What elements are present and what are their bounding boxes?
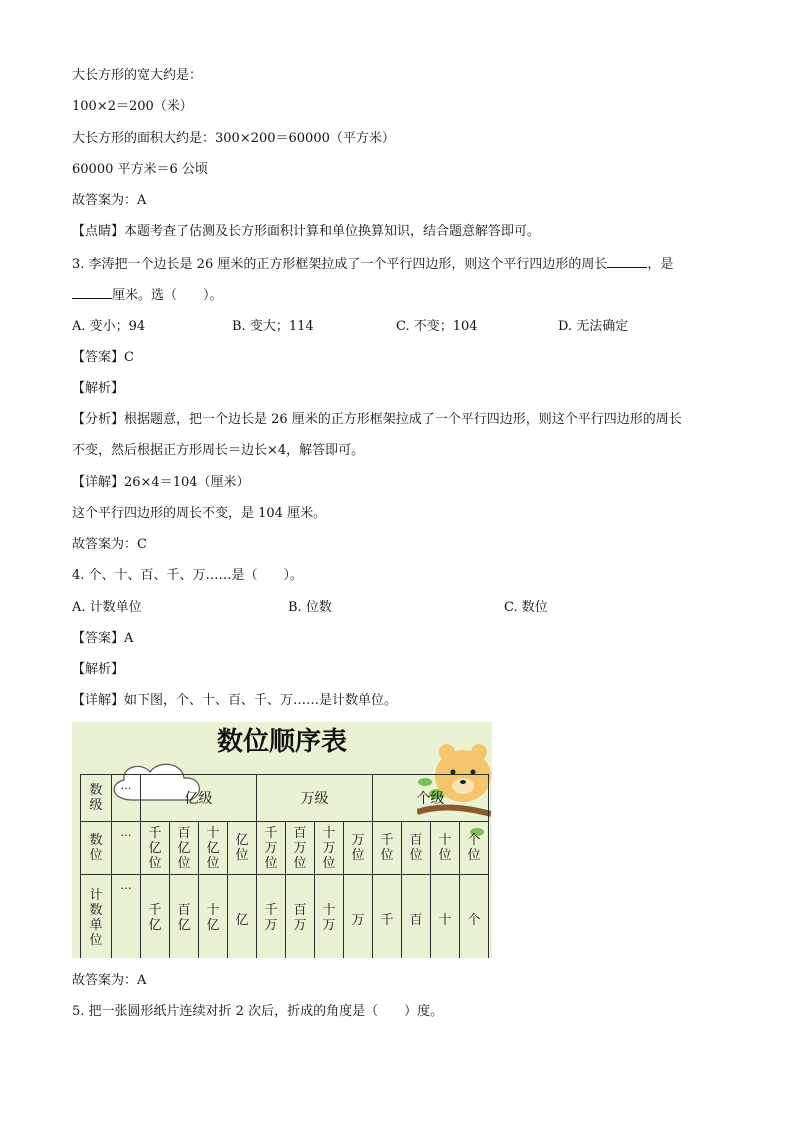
place-cell: 千亿位 — [141, 822, 170, 875]
point-note: 【点睛】本题考查了估测及长方形面积计算和单位换算知识，结合题意解答即可。 — [72, 224, 541, 239]
answer-label: 【答案】A — [72, 631, 134, 646]
unit-cell: 亿 — [228, 875, 257, 959]
answer-blank — [72, 286, 112, 299]
answer-label: 【答案】C — [72, 350, 134, 365]
answer-blank — [607, 255, 647, 268]
option-c: C. 不变；104 — [396, 319, 478, 334]
unit-cell: 十万 — [315, 875, 344, 959]
figure-title: 数位顺序表 — [216, 727, 347, 757]
place-value-figure — [72, 722, 492, 958]
place-cell: 十万位 — [315, 822, 344, 875]
option-c: C. 数位 — [504, 600, 548, 615]
group-wan: 万级 — [257, 775, 373, 822]
text-line: 故答案为：A — [72, 193, 147, 208]
unit-cell: 个 — [460, 875, 489, 959]
place-cell: 万位 — [344, 822, 373, 875]
question-4-stem: 4. 个、十、百、千、万……是（ ）。 — [72, 568, 304, 583]
text-line: 60000 平方米＝6 公顷 — [72, 162, 208, 177]
text-line: 大长方形的面积大约是：300×200＝60000（平方米） — [72, 131, 395, 146]
unit-cell: 十亿 — [199, 875, 228, 959]
place-cell: 亿位 — [228, 822, 257, 875]
option-d: D. 无法确定 — [558, 319, 629, 334]
ellipsis-cell: … — [112, 822, 141, 875]
analysis-text: 【分析】根据题意，把一个边长是 26 厘米的正方形框架拉成了一个平行四边形，则这个平行四边形的周长 — [72, 412, 682, 427]
row-header: 数级 — [81, 775, 112, 822]
text-line: 100×2＝200（米） — [72, 99, 193, 114]
group-yi: 亿级 — [141, 775, 257, 822]
row-header: 计数单位 — [81, 875, 112, 959]
analysis-label: 【解析】 — [72, 662, 125, 677]
unit-cell: 十 — [431, 875, 460, 959]
q3-stem-part-c: 厘米。选（ ）。 — [112, 288, 223, 303]
place-cell: 十位 — [431, 822, 460, 875]
unit-cell: 千 — [373, 875, 402, 959]
place-cell: 千位 — [373, 822, 402, 875]
option-b: B. 位数 — [288, 600, 332, 615]
place-value-table — [80, 774, 489, 958]
question-5-stem: 5. 把一张圆形纸片连续对折 2 次后，折成的角度是（ ）度。 — [72, 1004, 444, 1019]
option-a: A. 计数单位 — [72, 600, 142, 615]
unit-cell: 百亿 — [170, 875, 199, 959]
text-line: 大长方形的宽大约是： — [72, 68, 203, 83]
row-header: 数位 — [81, 822, 112, 875]
conclusion-text: 故答案为：A — [72, 973, 147, 988]
question-3-stem-cont — [72, 286, 223, 305]
conclusion-text: 故答案为：C — [72, 537, 147, 552]
q3-stem-part-a: 3. 李涛把一个边长是 26 厘米的正方形框架拉成了一个平行四边形，则这个平行四边形的周长 — [72, 257, 608, 272]
place-value-table-wrapper — [80, 774, 489, 958]
unit-cell: 百万 — [286, 875, 315, 959]
analysis-text: 不变，然后根据正方形周长＝边长×4，解答即可。 — [72, 443, 365, 458]
place-cell: 百位 — [402, 822, 431, 875]
unit-cell: 千亿 — [141, 875, 170, 959]
option-b: B. 变大；114 — [232, 319, 314, 334]
place-cell: 百万位 — [286, 822, 315, 875]
table-row — [81, 822, 489, 875]
unit-cell: 百 — [402, 875, 431, 959]
analysis-label: 【解析】 — [72, 381, 125, 396]
table-row — [81, 775, 489, 822]
group-ge: 个级 — [373, 775, 489, 822]
detail-text: 【详解】26×4＝104（厘米） — [72, 475, 250, 490]
ellipsis-cell: … — [112, 875, 141, 959]
question-3-stem — [72, 255, 673, 274]
place-cell: 个位 — [460, 822, 489, 875]
unit-cell: 千万 — [257, 875, 286, 959]
place-cell: 十亿位 — [199, 822, 228, 875]
table-row — [81, 875, 489, 959]
detail-text: 【详解】如下图，个、十、百、千、万……是计数单位。 — [72, 693, 398, 708]
place-cell: 千万位 — [257, 822, 286, 875]
ellipsis-cell: … — [112, 775, 141, 822]
option-a: A. 变小；94 — [72, 319, 146, 334]
unit-cell: 万 — [344, 875, 373, 959]
q3-stem-part-b: ，是 — [647, 257, 674, 272]
detail-text: 这个平行四边形的周长不变，是 104 厘米。 — [72, 506, 327, 521]
place-cell: 百亿位 — [170, 822, 199, 875]
